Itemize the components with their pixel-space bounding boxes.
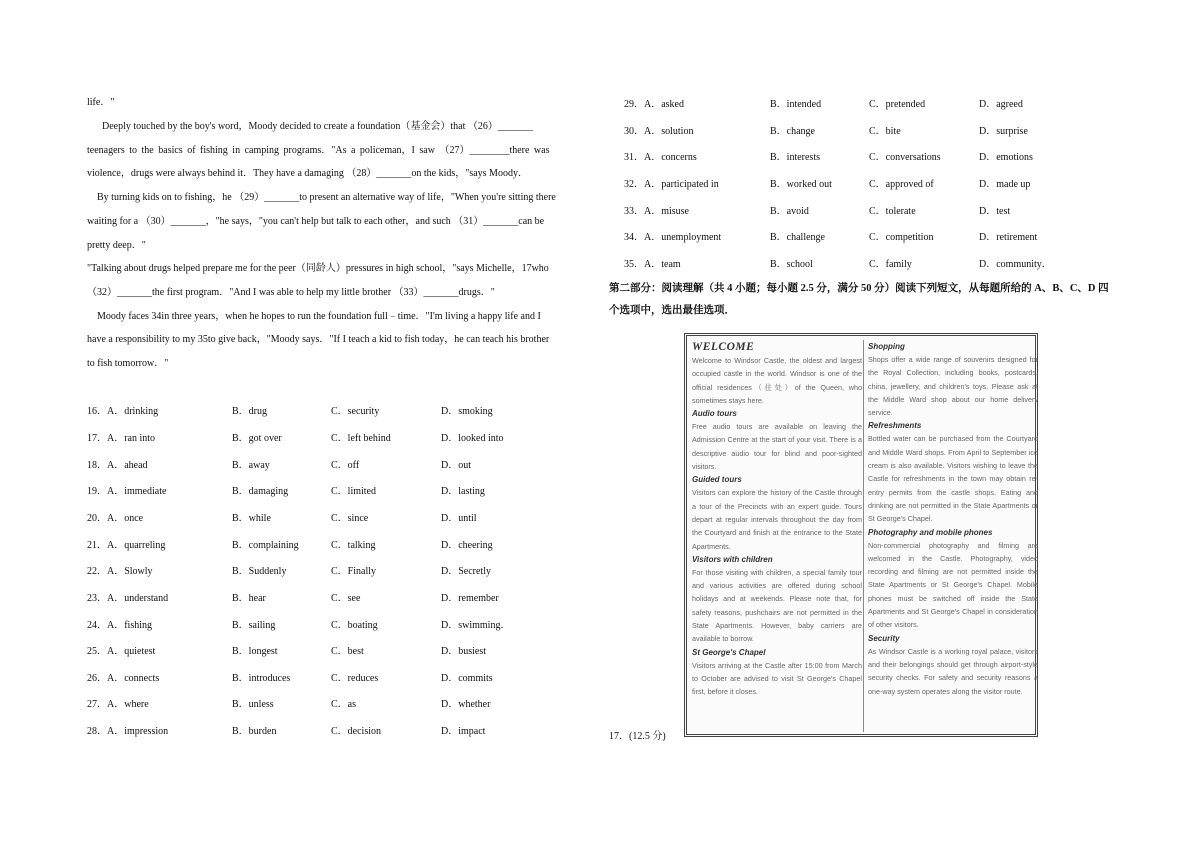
passage-line: to fish tomorrow．" [87, 358, 169, 369]
photography-text: Non-commercial photography and filming are welcomed in the Castle. Photography, video recording and filming are not permitted inside the State Apartments or St George's Chapel. Mobile phones must be switched off inside the State Apartments and St George's Chapel in consideration of other visitors. [868, 540, 1038, 630]
question-number: 21． [87, 540, 107, 551]
question-number: 23． [87, 593, 107, 604]
refreshments-heading: Refreshments [868, 421, 922, 431]
question-number: 17． [87, 433, 107, 444]
option-c: C．security [331, 406, 380, 417]
option-d: D．swimming． [441, 620, 511, 631]
option-c: C．talking [331, 540, 376, 551]
question-number: 26． [87, 673, 107, 684]
option-b: B．challenge [770, 232, 825, 243]
option-c: C．family [869, 259, 912, 270]
question-number: 18． [87, 460, 107, 471]
option-a: A．connects [107, 673, 160, 684]
option-c: C．decision [331, 726, 381, 737]
option-d: D．commits [441, 673, 493, 684]
option-b: B．introduces [232, 673, 291, 684]
passage-line: pretty deep．" [87, 240, 146, 251]
photography-heading: Photography and mobile phones [868, 527, 993, 537]
option-b: B．away [232, 460, 270, 471]
children-text: For those visiting with children, a special family tour and various activities are offered during school holidays and at weekends. Please note that, for safety reasons, pushchairs are not permitted in the State Apartments. However, baby carriers are available to borrow. [692, 567, 862, 644]
option-d: D．Secretly [441, 566, 491, 577]
option-d: D．looked into [441, 433, 504, 444]
option-c: C．off [331, 460, 360, 471]
option-c: C．competition [869, 232, 934, 243]
option-d: D．lasting [441, 486, 485, 497]
passage-line: "Talking about drugs helped prepare me for the peer（同龄人）pressures in high school，"says Michelle，17who [87, 263, 549, 274]
windsor-notice [684, 333, 1038, 737]
question-number: 30． [624, 126, 644, 137]
option-c: C．reduces [331, 673, 379, 684]
option-a: A．ahead [107, 460, 148, 471]
guided-tours-heading: Guided tours [692, 475, 742, 485]
option-b: B．drug [232, 406, 267, 417]
question-number: 31． [624, 152, 644, 163]
option-d: D．emotions [979, 152, 1033, 163]
chapel-text: Visitors arriving at the Castle after 15:00 from March to October are advised to visit St George's Chapel first, before it closes. [692, 660, 862, 697]
option-a: A．fishing [107, 620, 152, 631]
option-d: D．whether [441, 699, 491, 710]
guided-tours-text: Visitors can explore the history of the Castle through a tour of the Precincts with an expert guide. Tours depart at regular intervals throughout the day from the Courtyard and finish at the entrance to the State Apartments. [692, 488, 862, 551]
notice-right-column [868, 340, 1038, 698]
question-number: 32． [624, 179, 644, 190]
option-d: D．impact [441, 726, 486, 737]
column-divider [863, 340, 864, 732]
option-a: A．solution [644, 126, 694, 137]
passage-line: have a responsibility to my 35to give back，"Moody says．"If I teach a kid to fish today，he can teach his brother [87, 334, 550, 345]
question-number: 27． [87, 699, 107, 710]
passage-line: life．" [87, 97, 115, 108]
option-c: C．see [331, 593, 361, 604]
option-a: A．drinking [107, 406, 159, 417]
option-c: C．Finally [331, 566, 377, 577]
option-d: D．cheering [441, 540, 493, 551]
option-c: C．limited [331, 486, 376, 497]
option-c: C．conversations [869, 152, 941, 163]
option-c: C．left behind [331, 433, 391, 444]
shopping-text: Shops offer a wide range of souvenirs designed for the Royal Collection, including books, postcards, china, jewellery, and children's toys. Please ask at the Middle Ward shop about our home delivery service. [868, 355, 1038, 418]
shopping-heading: Shopping [868, 342, 905, 351]
option-d: D．made up [979, 179, 1031, 190]
question-number: 20． [87, 513, 107, 524]
option-b: B．worked out [770, 179, 832, 190]
question-number: 24． [87, 620, 107, 631]
option-b: B．burden [232, 726, 277, 737]
option-c: C．as [331, 699, 356, 710]
option-a: A．quarreling [107, 540, 166, 551]
refreshments-text: Bottled water can be purchased from the Courtyard and Middle Ward shops. From April to September ice cream is also available. Visitors wishing to leave the Castle for refreshments in the town may obtain re-entry permits from the castle shops. Eating and drinking are not permitted in the State Apartments or St George's Chapel. [868, 434, 1038, 524]
option-b: B．school [770, 259, 813, 270]
children-heading: Visitors with children [692, 554, 773, 564]
audio-tours-text: Free audio tours are available on leaving the Admission Centre at the start of your visit. There is a descriptive audio tour for blind and poor-sighted visitors. [692, 422, 862, 472]
option-b: B．interests [770, 152, 820, 163]
audio-tours-heading: Audio tours [692, 409, 737, 419]
question-number: 28． [87, 726, 107, 737]
option-b: B．got over [232, 433, 282, 444]
option-b: B．damaging [232, 486, 289, 497]
option-c: C．since [331, 513, 369, 524]
option-d: D．retirement [979, 232, 1038, 243]
option-a: A．impression [107, 726, 169, 737]
chapel-heading: St George's Chapel [692, 647, 766, 657]
option-a: A．Slowly [107, 566, 153, 577]
option-b: B．intended [770, 99, 822, 110]
question-number: 29． [624, 99, 644, 110]
option-d: D．smoking [441, 406, 493, 417]
question-number: 16． [87, 406, 107, 417]
passage-line: violence，drugs were always behind it．They have a damaging （28）_______on the kids，"says Moody． [87, 168, 528, 179]
option-c: C．tolerate [869, 206, 916, 217]
section-heading-line: 第二部分：阅读理解（共 4 小题；每小题 2.5 分，满分 50 分）阅读下列短文，从每题所给的 A、B、C、D 四 [609, 283, 1109, 294]
question-number: 35． [624, 259, 644, 270]
option-b: B．hear [232, 593, 266, 604]
option-c: C．approved of [869, 179, 934, 190]
security-heading: Security [868, 633, 900, 643]
option-a: A．participated in [644, 179, 719, 190]
option-d: D．surprise [979, 126, 1028, 137]
welcome-heading: WELCOME [692, 341, 755, 353]
option-b: B．while [232, 513, 271, 524]
passage-line: Moody faces 34in three years，when he hopes to run the foundation full﹣time．"I'm living a happy life and I [97, 311, 541, 322]
option-b: B．Suddenly [232, 566, 287, 577]
option-b: B．avoid [770, 206, 809, 217]
option-a: A．concerns [644, 152, 697, 163]
option-b: B．sailing [232, 620, 276, 631]
question-number: 33． [624, 206, 644, 217]
passage-line: teenagers to the basics of fishing in camping programs．"As a policeman，I saw （27）________there was [87, 145, 550, 156]
passage-line: Deeply touched by the boy's word，Moody decided to create a foundation（基金会）that （26）_______ [102, 121, 533, 132]
question-17-label: 17．(12.5 分) [609, 731, 666, 742]
option-a: A．asked [644, 99, 684, 110]
option-a: A．unemployment [644, 232, 722, 243]
option-b: B．longest [232, 646, 278, 657]
question-number: 22． [87, 566, 107, 577]
option-b: B．unless [232, 699, 274, 710]
option-c: C．boating [331, 620, 378, 631]
section-heading [609, 283, 1129, 327]
option-a: A．where [107, 699, 149, 710]
welcome-text: Welcome to Windsor Castle, the oldest and largest occupied castle in the world. Windsor is one of the official residences（住处）of the Queen, who sometimes stays here. [692, 356, 862, 405]
option-c: C．best [331, 646, 364, 657]
option-d: D．busiest [441, 646, 486, 657]
notice-left-column [692, 340, 862, 699]
option-d: D．test [979, 206, 1011, 217]
option-a: A．ran into [107, 433, 156, 444]
passage-line: （32）_______the first program．"And I was able to help my little brother （33）_______drugs．" [87, 287, 495, 298]
section-heading-line: 个选项中，选出最佳选项． [609, 305, 735, 316]
option-a: A．once [107, 513, 144, 524]
question-number: 19． [87, 486, 107, 497]
option-d: D．agreed [979, 99, 1023, 110]
option-a: A．immediate [107, 486, 167, 497]
passage-line: waiting for a （30）_______，"he says，"you can't help but talk to each other，and such （31）_______can be [87, 216, 545, 227]
option-b: B．change [770, 126, 815, 137]
security-text: As Windsor Castle is a working royal palace, visitors and their belongings should get through airport-style security checks. For safety and security reasons a one-way system operates along the visitor route. [868, 646, 1038, 696]
option-a: A．team [644, 259, 681, 270]
option-d: D．remember [441, 593, 499, 604]
option-c: C．pretended [869, 99, 926, 110]
option-a: A．misuse [644, 206, 689, 217]
option-d: D．out [441, 460, 471, 471]
option-a: A．quietest [107, 646, 156, 657]
option-d: D．community． [979, 259, 1052, 270]
passage-line: By turning kids on to fishing，he （29）_______to present an alternative way of life，"When you're sitting there [97, 192, 556, 203]
option-c: C．bite [869, 126, 901, 137]
question-number: 34． [624, 232, 644, 243]
question-number: 25． [87, 646, 107, 657]
option-d: D．until [441, 513, 477, 524]
option-b: B．complaining [232, 540, 299, 551]
option-a: A．understand [107, 593, 169, 604]
